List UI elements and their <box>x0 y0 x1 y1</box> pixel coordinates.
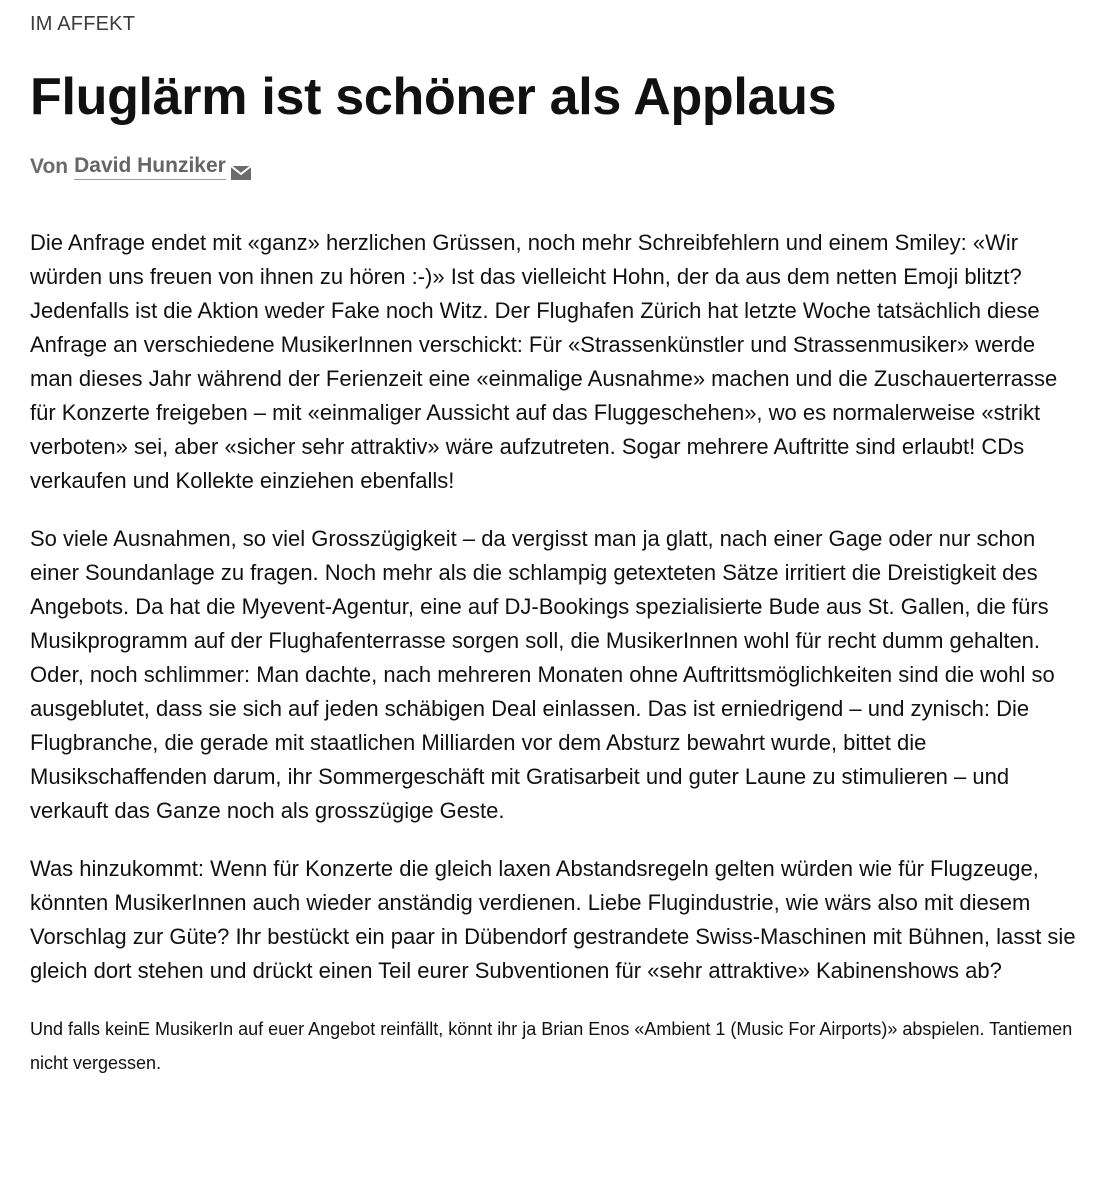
headline: Fluglärm ist schöner als Applaus <box>30 68 837 126</box>
paragraph-4: Und falls keinE MusikerIn auf euer Angebot reinfällt, könnt ihr ja Brian Enos «Ambient 1 (Music For Airports)» abspielen. Tantiemen nicht vergessen. <box>30 1019 1073 1073</box>
paragraph-3: Was hinzukommt: Wenn für Konzerte die gleich laxen Abstandsregeln gelten würden wie für Flugzeuge, könnten MusikerInnen auch wieder anständig verdienen. Liebe Flugindustrie, wie wärs also mit diesem Vorschlag zur Güte? Ihr bestückt ein paar in Dübendorf gestrandete Swiss-Maschinen mit Bühnen, lasst sie gleich dort stehen und drückt einen Teil eurer Subventionen für «sehr attraktive» Kabinenshows ab? <box>30 856 1076 983</box>
mail-icon[interactable] <box>231 162 251 176</box>
mail-icon-svg <box>231 166 251 180</box>
byline <box>30 154 251 180</box>
article-body <box>30 226 1080 1104</box>
byline-prefix: Von <box>30 155 69 178</box>
kicker: IM AFFEKT <box>30 13 136 35</box>
author-link[interactable]: David Hunziker <box>74 154 226 180</box>
paragraph-1: Die Anfrage endet mit «ganz» herzlichen Grüssen, noch mehr Schreibfehlern und einem Smiley: «Wir würden uns freuen von ihnen zu hören :-)» Ist das vielleicht Hohn, der da aus dem netten Emoji blitzt? Jedenfalls ist die Aktion weder Fake noch Witz. Der Flughafen Zürich hat letzte Woche tatsächlich diese Anfrage an verschiedene MusikerInnen verschickt: Für «Strassenkünstler und Strassenmusiker» werde man dieses Jahr während der Ferienzeit eine «einmalige Ausnahme» machen und die Zuschauerterrasse für Konzerte freigeben – mit «einmaliger Aussicht auf das Fluggeschehen», wo es normalerweise «strikt verboten» sei, aber «sicher sehr attraktiv» wäre aufzutreten. Sogar mehrere Auftritte sind erlaubt! CDs verkaufen und Kollekte einziehen ebenfalls! <box>30 230 1058 493</box>
paragraph-2: So viele Ausnahmen, so viel Grosszügigkeit – da vergisst man ja glatt, nach einer Gage oder nur schon einer Soundanlage zu fragen. Noch mehr als die schlampig getexteten Sätze irritiert die Dreistigkeit des Angebots. Da hat die Myevent-Agentur, eine auf DJ-Bookings spezialisierte Bude aus St. Gallen, die fürs Musikprogramm auf der Flughafenterrasse sorgen soll, die MusikerInnen wohl für recht dumm gehalten. Oder, noch schlimmer: Man dachte, nach mehreren Monaten ohne Auftrittsmöglichkeiten sind die wohl so ausgeblutet, dass sie sich auf jeden schäbigen Deal einlassen. Das ist erniedrigend – und zynisch: Die Flugbranche, die gerade mit staatlichen Milliarden vor dem Absturz bewahrt wurde, bittet die Musikschaffenden darum, ihr Sommergeschäft mit Gratisarbeit und guter Laune zu stimulieren – und verkauft das Ganze noch als grosszügige Geste. <box>30 526 1055 823</box>
